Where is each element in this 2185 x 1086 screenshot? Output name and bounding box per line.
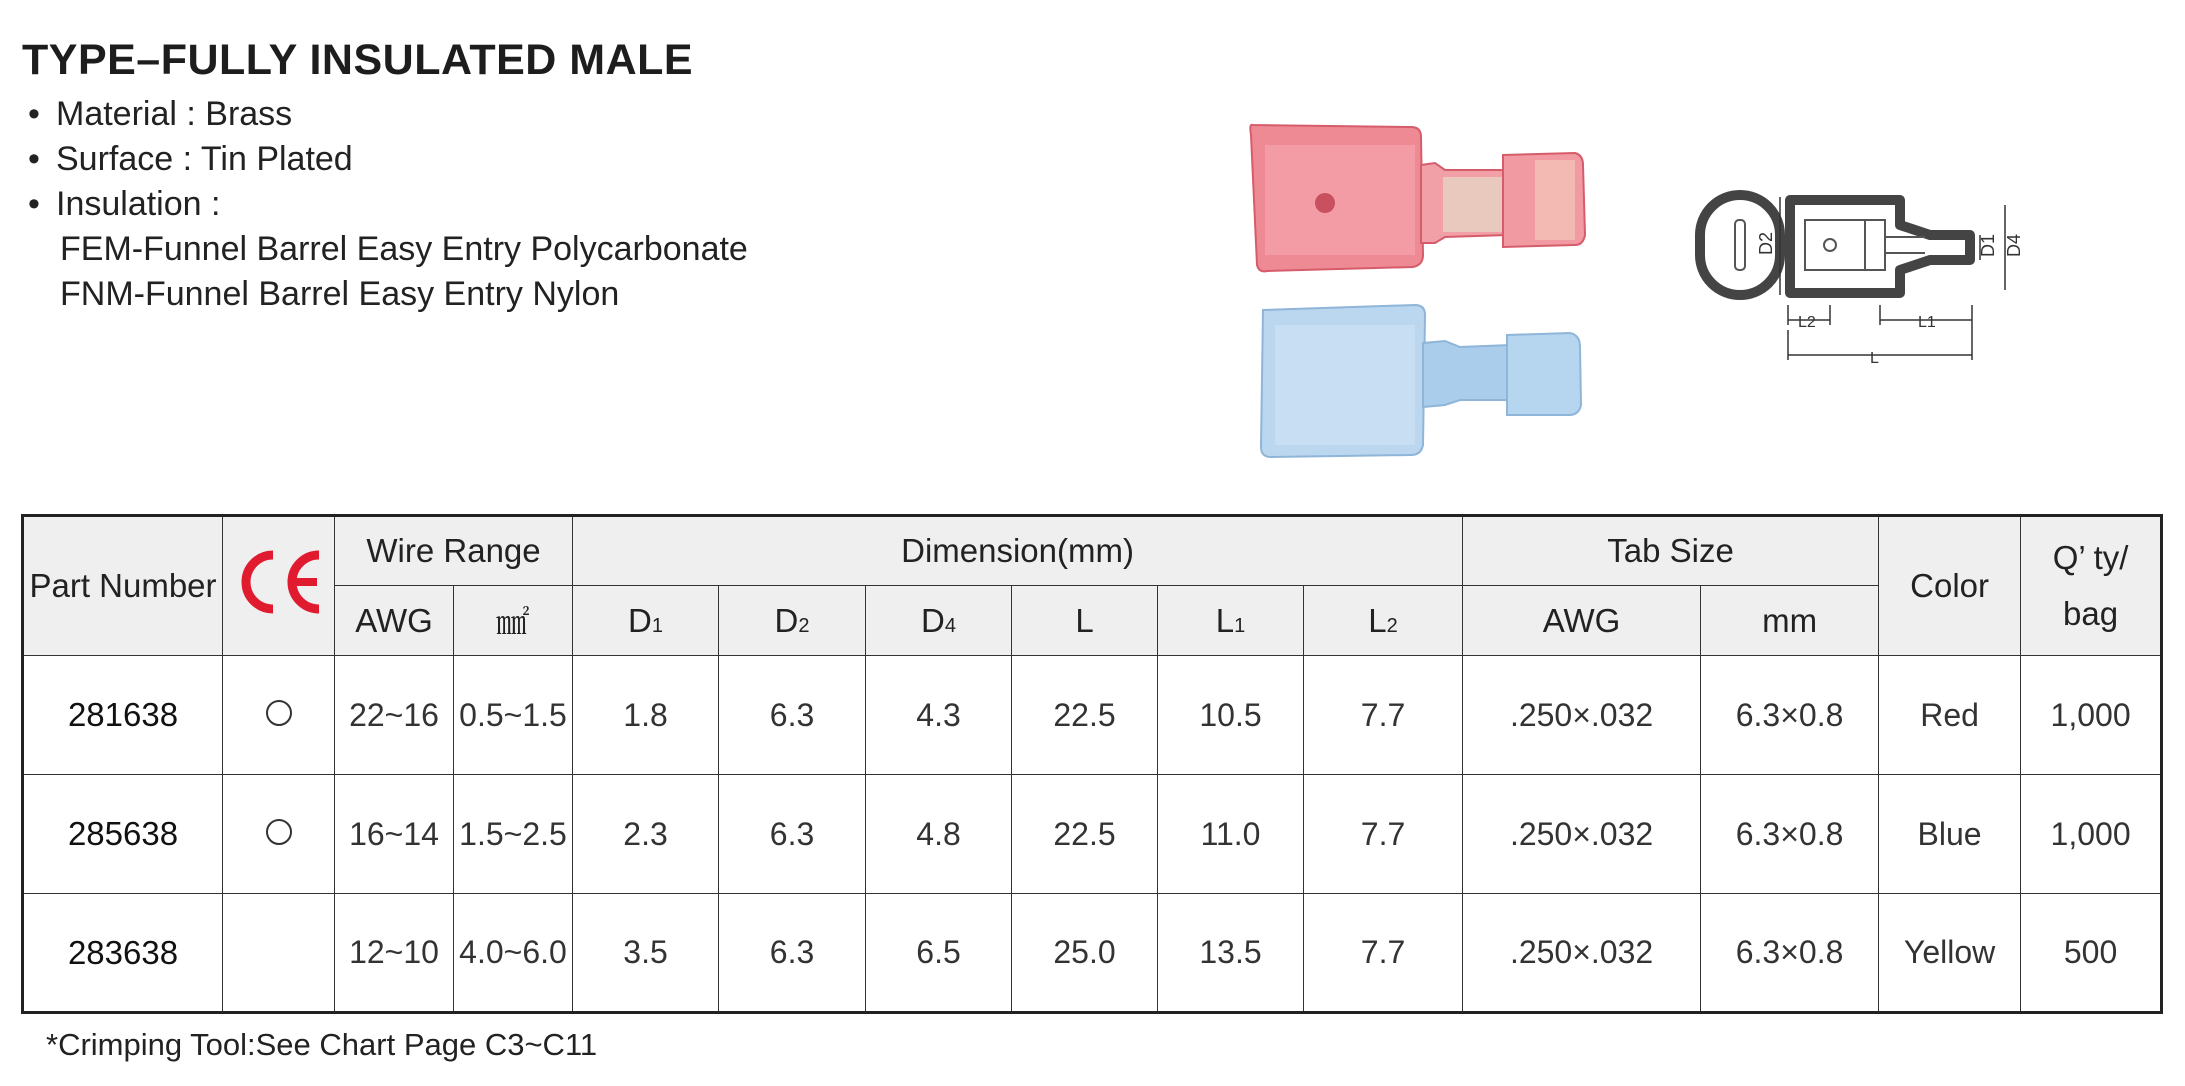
cell-d4: 6.5 (866, 894, 1012, 1013)
cell-ce (223, 894, 335, 1013)
ce-approved-icon (266, 700, 292, 726)
header-d2 (719, 586, 866, 656)
cell-d2: 6.3 (719, 775, 866, 894)
spec-insulation-text: Insulation : (56, 185, 221, 223)
cell-awg: 22~16 (335, 656, 454, 775)
header-d2-sub: 2 (798, 614, 810, 637)
header-d4 (866, 586, 1012, 656)
header-part-number: Part Number (23, 516, 223, 656)
header-tab-size: Tab Size (1463, 516, 1879, 586)
ce-mark-icon (233, 547, 325, 617)
spec-material: • Material : Brass (28, 92, 748, 137)
terminal-photo (1245, 115, 1590, 460)
cell-qty: 500 (2021, 894, 2162, 1013)
spec-fem: FEM-Funnel Barrel Easy Entry Polycarbonate (60, 230, 748, 268)
terminal-body-outline (1790, 200, 1970, 293)
cell-l1: 11.0 (1158, 775, 1304, 894)
table-row (23, 894, 2162, 1013)
cell-l2: 7.7 (1304, 775, 1463, 894)
header-wire-range: Wire Range (335, 516, 573, 586)
header-tab-mm: mm (1701, 586, 1879, 656)
header-d1 (573, 586, 719, 656)
cell-color: Yellow (1879, 894, 2021, 1013)
cell-d4: 4.8 (866, 775, 1012, 894)
spec-list (28, 92, 748, 317)
cell-tab-awg: .250×.032 (1463, 894, 1701, 1013)
header-qty-line1: Q’ ty/ (2052, 539, 2129, 576)
drawing-label-l: L (1870, 350, 1879, 367)
cell-color: Red (1879, 656, 2021, 775)
header-l2-text: L (1368, 601, 1387, 639)
drawing-label-d1: D1 (1978, 233, 1998, 257)
header-d1-sub: 1 (651, 614, 663, 637)
cell-tab-mm: 6.3×0.8 (1701, 775, 1879, 894)
header-dimension: Dimension(mm) (573, 516, 1463, 586)
cell-awg: 12~10 (335, 894, 454, 1013)
header-color: Color (1879, 516, 2021, 656)
spec-surface: • Surface : Tin Plated (28, 137, 748, 182)
dimension-drawing (1680, 175, 2080, 435)
cell-l1: 10.5 (1158, 656, 1304, 775)
footnote: *Crimping Tool:See Chart Page C3~C11 (46, 1027, 598, 1062)
cell-d2: 6.3 (719, 894, 866, 1013)
cell-d2: 6.3 (719, 656, 866, 775)
cell-qty: 1,000 (2021, 775, 2162, 894)
cell-d1: 1.8 (573, 656, 719, 775)
red-terminal-image (1250, 125, 1585, 272)
cell-awg: 16~14 (335, 775, 454, 894)
drawing-label-d4: D4 (2004, 233, 2024, 257)
ce-approved-icon (266, 819, 292, 845)
cell-mm2: 4.0~6.0 (454, 894, 573, 1013)
page-title: TYPE–FULLY INSULATED MALE (22, 36, 694, 84)
spec-material-text: Material : Brass (56, 95, 293, 133)
cell-part: 283638 (23, 894, 223, 1013)
header-d2-text: D (774, 601, 799, 639)
cell-tab-mm: 6.3×0.8 (1701, 656, 1879, 775)
table-row (23, 656, 2162, 775)
drawing-label-d2: D2 (1756, 231, 1776, 255)
header-qty (2021, 516, 2162, 656)
header-d4-sub: 4 (944, 614, 956, 637)
drawing-label-l2: L2 (1798, 314, 1816, 331)
header-qty-line2: bag (2063, 595, 2119, 632)
spec-surface-text: Surface : Tin Plated (56, 140, 353, 178)
header-d1-text: D (628, 601, 652, 639)
header-tab-awg: AWG (1463, 586, 1701, 656)
cell-color: Blue (1879, 775, 2021, 894)
spec-fnm: FNM-Funnel Barrel Easy Entry Nylon (60, 275, 620, 313)
cell-l1: 13.5 (1158, 894, 1304, 1013)
header-l2 (1304, 586, 1463, 656)
cell-part: 281638 (23, 656, 223, 775)
cell-d4: 4.3 (866, 656, 1012, 775)
cell-tab-mm: 6.3×0.8 (1701, 894, 1879, 1013)
cell-tab-awg: .250×.032 (1463, 656, 1701, 775)
table-row (23, 775, 2162, 894)
header-d4-text: D (921, 601, 945, 639)
drawing-label-l1: L1 (1918, 314, 1936, 331)
cell-d1: 3.5 (573, 894, 719, 1013)
header-l1 (1158, 586, 1304, 656)
spec-insulation: • Insulation : (28, 182, 748, 227)
header-mm2: ㎟ (454, 586, 573, 656)
cell-l: 22.5 (1012, 656, 1158, 775)
header-l: L (1012, 586, 1158, 656)
header-l1-sub: 1 (1234, 614, 1246, 637)
cell-part: 285638 (23, 775, 223, 894)
header-l2-sub: 2 (1386, 614, 1398, 637)
cell-ce (223, 775, 335, 894)
cell-tab-awg: .250×.032 (1463, 775, 1701, 894)
header-l1-text: L (1215, 601, 1235, 639)
cell-l2: 7.7 (1304, 894, 1463, 1013)
cell-ce (223, 656, 335, 775)
cell-l: 22.5 (1012, 775, 1158, 894)
cell-l2: 7.7 (1304, 656, 1463, 775)
blue-terminal-image (1261, 305, 1581, 457)
header-ce (223, 516, 335, 656)
cell-mm2: 0.5~1.5 (454, 656, 573, 775)
cell-qty: 1,000 (2021, 656, 2162, 775)
cell-l: 25.0 (1012, 894, 1158, 1013)
header-awg: AWG (335, 586, 454, 656)
cell-mm2: 1.5~2.5 (454, 775, 573, 894)
cell-d1: 2.3 (573, 775, 719, 894)
spec-table (21, 514, 2163, 1014)
